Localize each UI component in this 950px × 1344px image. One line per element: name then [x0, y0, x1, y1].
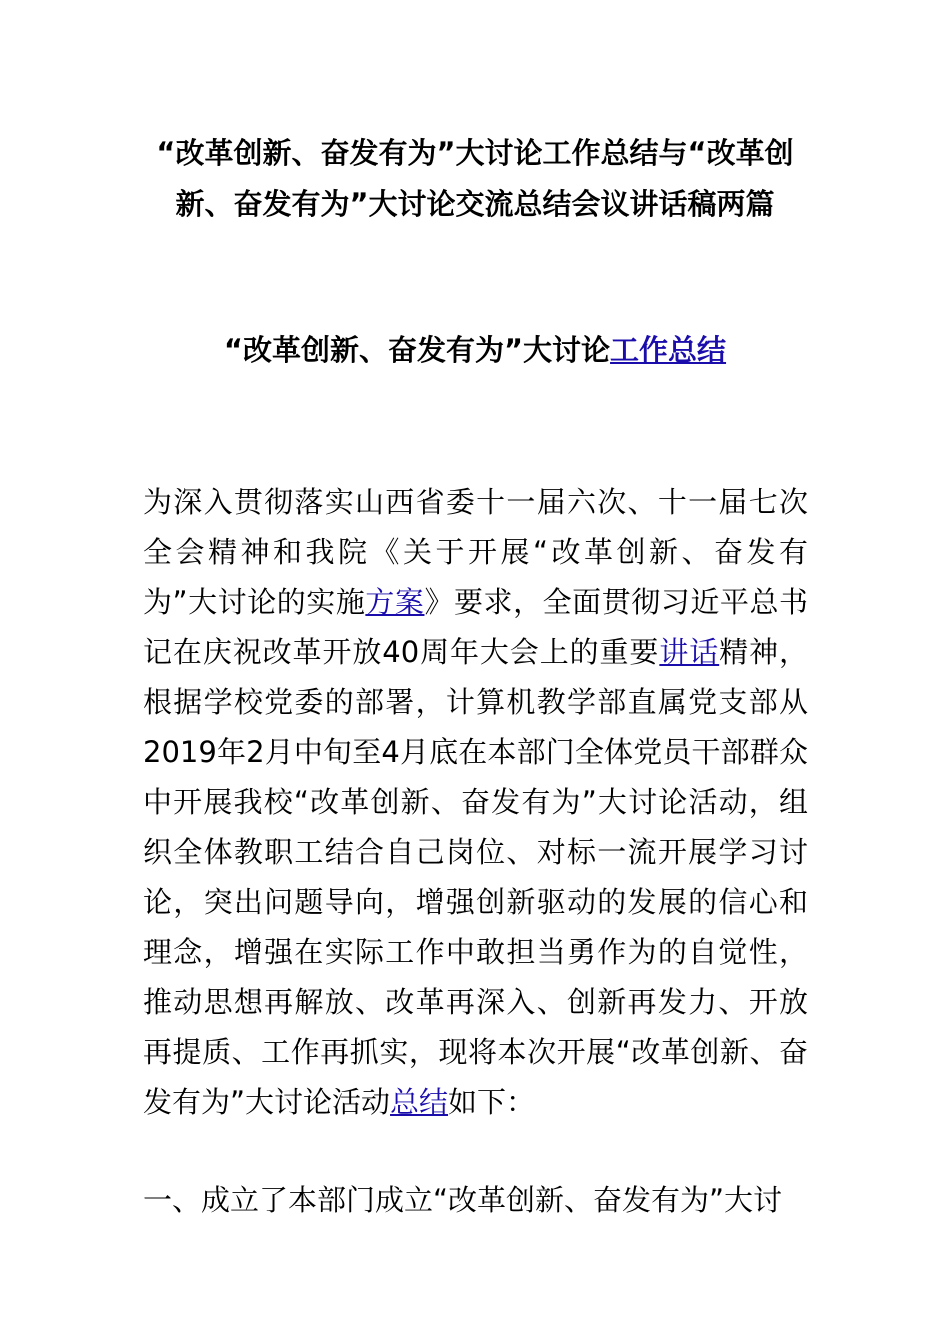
- paragraph-text: 》要求，全面贯彻习近平总书记在庆祝改革开放40周年大会上的重要: [143, 585, 808, 669]
- paragraph-text: 精神，根据学校党委的部署，计算机教学部直属党支部从2019年2月中旬至4月底在本部门全体党员干部群众中开展我校“改革创新、奋发有为”大讨论活动，组织全体教职工结合自己岗位、对标一流开展学习讨论，突出问题导向，增强创新驱动的发展的信心和理念，增强在实际工作中敢担当勇作为的自觉性，推动思想再解放、改革再深入、创新再发力、开放再提质、工作再抓实，现将本次开展“改革创新、奋发有为”大讨论活动: [143, 635, 808, 1119]
- section-title-text: “改革创新、奋发有为”大讨论: [223, 333, 611, 367]
- speech-link[interactable]: 讲话: [659, 635, 720, 669]
- section-title: [130, 330, 820, 370]
- body-paragraph: [143, 477, 808, 1127]
- summary-link[interactable]: 总结: [390, 1085, 449, 1119]
- document-title: “改革创新、奋发有为”大讨论工作总结与“改革创新、奋发有为”大讨论交流总结会议讲话稿两篇: [156, 136, 794, 221]
- body-paragraph-heading: 一、成立了本部门成立“改革创新、奋发有为”大讨: [143, 1183, 783, 1217]
- paragraph-text: 为深入贯彻落实山西省委十一届六次、十一届七次全会精神和我院《关于开展“改革创新、奋发有为”大讨论的实施: [143, 485, 808, 619]
- section-title-link[interactable]: 工作总结: [610, 333, 727, 367]
- paragraph-text: 如下：: [448, 1085, 536, 1119]
- plan-link[interactable]: 方案: [365, 585, 425, 619]
